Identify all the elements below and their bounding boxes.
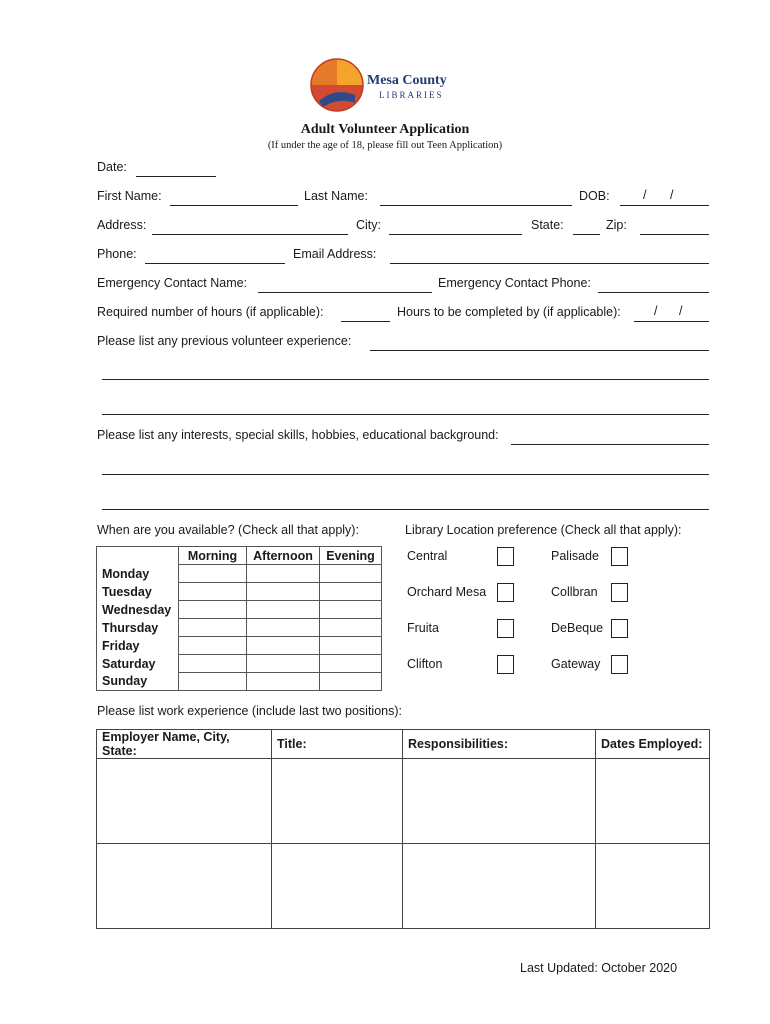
last-name-field[interactable] [380, 205, 572, 206]
sunday-morning-cell[interactable] [179, 673, 247, 691]
emergency-phone-label: Emergency Contact Phone: [438, 276, 591, 290]
emergency-phone-field[interactable] [598, 292, 709, 293]
work-row2-employer-cell[interactable] [97, 844, 272, 929]
required-hours-field[interactable] [341, 321, 390, 322]
work-row2-dates-cell[interactable] [596, 844, 710, 929]
work-row1-responsibilities-cell[interactable] [403, 759, 596, 844]
location-clifton-label: Clifton [407, 657, 443, 671]
logo-sun-icon [309, 57, 365, 113]
hours-by-slashes: / / [654, 304, 683, 318]
last-name-label: Last Name: [304, 189, 368, 203]
hours-by-label: Hours to be completed by (if applicable): [397, 305, 621, 319]
work-row1-title-cell[interactable] [272, 759, 403, 844]
state-field[interactable] [573, 234, 600, 235]
sunday-afternoon-cell[interactable] [247, 673, 320, 691]
location-central-label: Central [407, 549, 448, 563]
address-label: Address: [97, 218, 147, 232]
state-label: State: [531, 218, 564, 232]
required-hours-label: Required number of hours (if applicable): [97, 305, 324, 319]
work-prompt: Please list work experience (include last two positions): [97, 704, 402, 718]
zip-field[interactable] [640, 234, 709, 235]
tuesday-morning-cell[interactable] [179, 583, 247, 601]
library-logo [309, 57, 469, 113]
tuesday-evening-cell[interactable] [320, 583, 382, 601]
prev-experience-field-3[interactable] [102, 414, 709, 415]
interests-field-2[interactable] [102, 474, 709, 475]
location-gateway-label: Gateway [551, 657, 601, 671]
day-wednesday: Wednesday [97, 601, 179, 619]
availability-prompt: When are you available? (Check all that apply): [97, 523, 359, 537]
work-header-responsibilities: Responsibilities: [403, 730, 596, 759]
monday-evening-cell[interactable] [320, 565, 382, 583]
work-row1-employer-cell[interactable] [97, 759, 272, 844]
location-clifton-checkbox[interactable] [497, 655, 514, 674]
thursday-morning-cell[interactable] [179, 619, 247, 637]
address-field[interactable] [152, 234, 348, 235]
work-header-employer: Employer Name, City, State: [97, 730, 272, 759]
prev-experience-field-1[interactable] [370, 350, 709, 351]
date-label: Date: [97, 160, 127, 174]
day-monday: Monday [97, 565, 179, 583]
phone-label: Phone: [97, 247, 137, 261]
day-saturday: Saturday [97, 655, 179, 673]
thursday-afternoon-cell[interactable] [247, 619, 320, 637]
prev-experience-field-2[interactable] [102, 379, 709, 380]
day-friday: Friday [97, 637, 179, 655]
logo-subtitle: LIBRARIES [379, 90, 444, 100]
wednesday-afternoon-cell[interactable] [247, 601, 320, 619]
location-debeque-checkbox[interactable] [611, 619, 628, 638]
first-name-field[interactable] [170, 205, 298, 206]
saturday-morning-cell[interactable] [179, 655, 247, 673]
date-field[interactable] [136, 176, 216, 177]
emergency-name-label: Emergency Contact Name: [97, 276, 248, 290]
prev-experience-label: Please list any previous volunteer experience: [97, 334, 352, 348]
last-updated: Last Updated: October 2020 [520, 961, 678, 975]
work-row1-dates-cell[interactable] [596, 759, 710, 844]
interests-field-1[interactable] [511, 444, 709, 445]
location-orchard-mesa-label: Orchard Mesa [407, 585, 487, 599]
location-fruita-label: Fruita [407, 621, 439, 635]
dob-slashes: / / [643, 188, 674, 202]
email-field[interactable] [390, 263, 709, 264]
day-tuesday: Tuesday [97, 583, 179, 601]
friday-evening-cell[interactable] [320, 637, 382, 655]
wednesday-evening-cell[interactable] [320, 601, 382, 619]
interests-field-3[interactable] [102, 509, 709, 510]
tuesday-afternoon-cell[interactable] [247, 583, 320, 601]
location-palisade-label: Palisade [551, 549, 599, 563]
dob-field[interactable] [620, 205, 709, 206]
interests-label: Please list any interests, special skills, hobbies, educational background: [97, 428, 499, 442]
hours-by-field[interactable] [634, 321, 709, 322]
first-name-label: First Name: [97, 189, 162, 203]
monday-afternoon-cell[interactable] [247, 565, 320, 583]
friday-morning-cell[interactable] [179, 637, 247, 655]
phone-field[interactable] [145, 263, 285, 264]
saturday-evening-cell[interactable] [320, 655, 382, 673]
location-collbran-label: Collbran [551, 585, 598, 599]
column-morning: Morning [179, 547, 247, 565]
day-thursday: Thursday [97, 619, 179, 637]
thursday-evening-cell[interactable] [320, 619, 382, 637]
page-title: Adult Volunteer Application [300, 122, 470, 137]
location-orchard-mesa-checkbox[interactable] [497, 583, 514, 602]
location-palisade-checkbox[interactable] [611, 547, 628, 566]
email-label: Email Address: [293, 247, 377, 261]
logo-title: Mesa County [367, 73, 447, 88]
work-row2-responsibilities-cell[interactable] [403, 844, 596, 929]
location-debeque-label: DeBeque [551, 621, 604, 635]
work-header-dates: Dates Employed: [596, 730, 710, 759]
city-field[interactable] [389, 234, 522, 235]
availability-corner [97, 547, 179, 565]
work-experience-table [96, 729, 710, 929]
location-prompt: Library Location preference (Check all that apply): [405, 523, 682, 537]
sunday-evening-cell[interactable] [320, 673, 382, 691]
saturday-afternoon-cell[interactable] [247, 655, 320, 673]
location-gateway-checkbox[interactable] [611, 655, 628, 674]
location-collbran-checkbox[interactable] [611, 583, 628, 602]
wednesday-morning-cell[interactable] [179, 601, 247, 619]
column-evening: Evening [320, 547, 382, 565]
day-sunday: Sunday [97, 673, 179, 691]
friday-afternoon-cell[interactable] [247, 637, 320, 655]
city-label: City: [356, 218, 381, 232]
column-afternoon: Afternoon [247, 547, 320, 565]
work-header-title: Title: [272, 730, 403, 759]
location-central-checkbox[interactable] [497, 547, 514, 566]
location-fruita-checkbox[interactable] [497, 619, 514, 638]
zip-label: Zip: [606, 218, 627, 232]
emergency-name-field[interactable] [258, 292, 432, 293]
availability-table [96, 546, 382, 691]
page-subtitle: (If under the age of 18, please fill out Teen Application) [267, 140, 503, 151]
monday-morning-cell[interactable] [179, 565, 247, 583]
work-row2-title-cell[interactable] [272, 844, 403, 929]
dob-label: DOB: [579, 189, 610, 203]
